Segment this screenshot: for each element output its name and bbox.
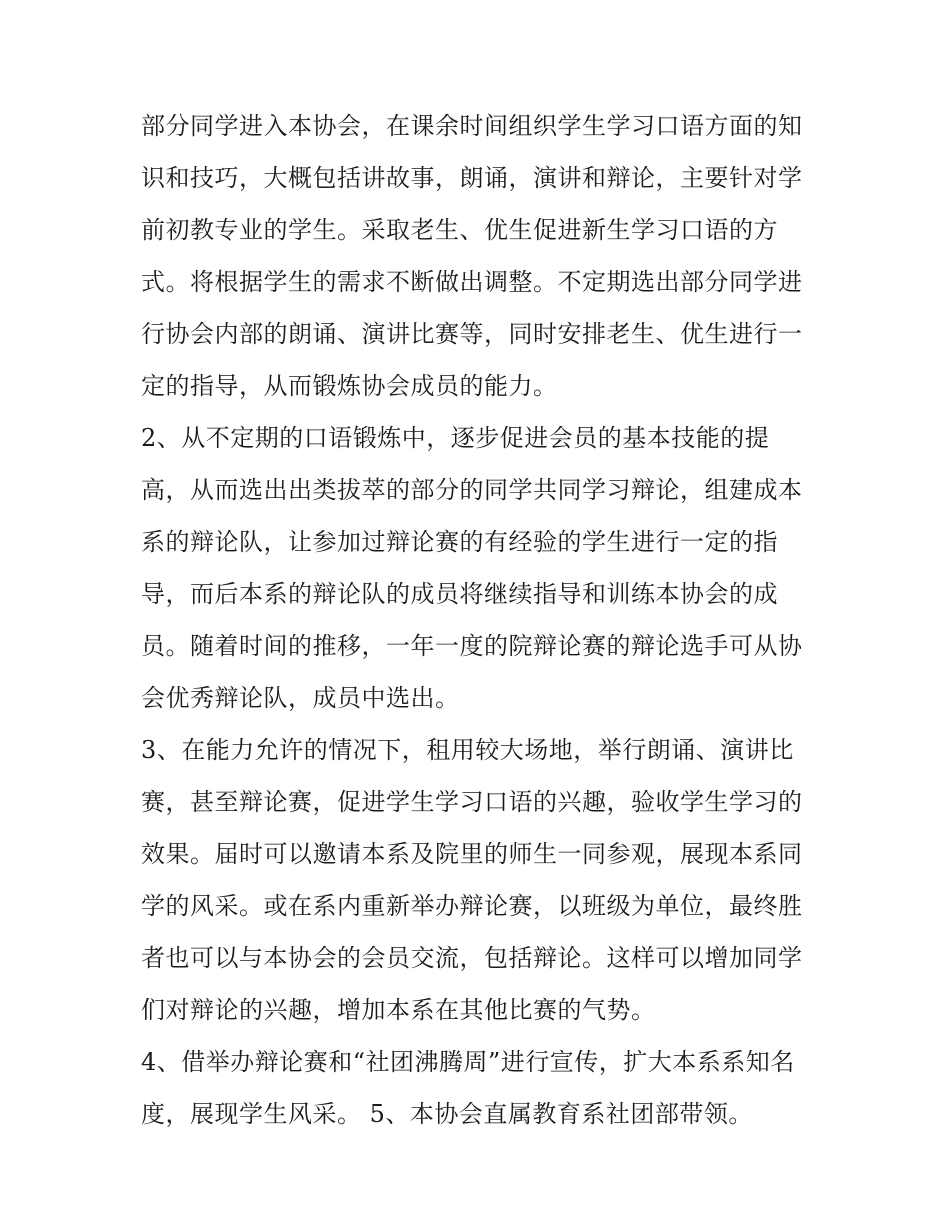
text-line: 者也可以与本协会的会员交流，包括辩论。这样可以增加同学 — [141, 944, 803, 972]
text-line: 员。随着时间的推移，一年一度的院辩论赛的辩论选手可从协 — [141, 632, 803, 660]
text-line: 高，从而选出出类拔萃的部分的同学共同学习辩论，组建成本 — [141, 476, 803, 504]
text-line: 3、在能力允许的情况下，租用较大场地，举行朗诵、演讲比 — [141, 736, 794, 764]
text-line: 行协会内部的朗诵、演讲比赛等，同时安排老生、优生进行一 — [141, 320, 803, 348]
text-line: 4、借举办辩论赛和“社团沸腾周”进行宣传，扩大本系系知名 — [141, 1048, 795, 1076]
text-line: 2、从不定期的口语锻炼中，逐步促进会员的基本技能的提 — [141, 424, 770, 452]
text-line: 们对辩论的兴趣，增加本系在其他比赛的气势。 — [141, 996, 656, 1024]
text-line: 定的指导，从而锻炼协会成员的能力。 — [141, 372, 558, 400]
text-line: 度，展现学生风采。 5、本协会直属教育系社团部带领。 — [141, 1100, 753, 1128]
text-line: 识和技巧，大概包括讲故事，朗诵，演讲和辩论，主要针对学 — [141, 164, 803, 192]
text-line: 会优秀辩论队，成员中选出。 — [141, 684, 460, 712]
body-text — [141, 100, 813, 1140]
text-line: 部分同学进入本协会，在课余时间组织学生学习口语方面的知 — [141, 112, 803, 140]
text-line: 前初教专业的学生。采取老生、优生促进新生学习口语的方 — [141, 216, 778, 244]
text-line: 赛，甚至辩论赛，促进学生学习口语的兴趣，验收学生学习的 — [141, 788, 803, 816]
text-line: 式。将根据学生的需求不断做出调整。不定期选出部分同学进 — [141, 268, 803, 296]
text-line: 系的辩论队，让参加过辩论赛的有经验的学生进行一定的指 — [141, 528, 778, 556]
text-line: 学的风采。或在系内重新举办辩论赛，以班级为单位，最终胜 — [141, 892, 803, 920]
text-line: 导，而后本系的辩论队的成员将继续指导和训练本协会的成 — [141, 580, 778, 608]
text-line: 效果。届时可以邀请本系及院里的师生一同参观，展现本系同 — [141, 840, 803, 868]
